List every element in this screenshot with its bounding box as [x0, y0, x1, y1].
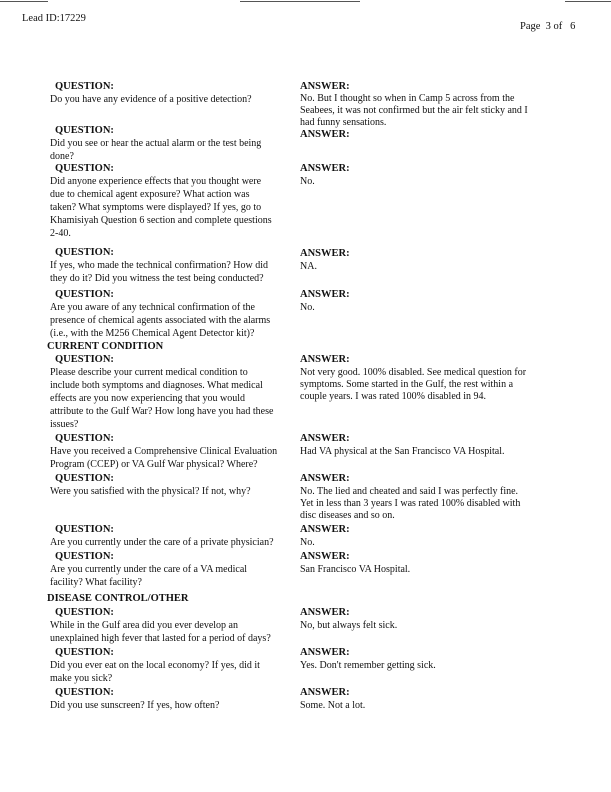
- question-text: Do you have any evidence of a positive detection?: [50, 93, 252, 105]
- answer-text: San Francisco VA Hospital.: [300, 563, 411, 575]
- question-text: While in the Gulf area did you ever develop an: [50, 619, 238, 631]
- question-label: QUESTION:: [55, 606, 114, 618]
- answer-text: No, but always felt sick.: [300, 619, 398, 631]
- answer-label: ANSWER:: [300, 162, 350, 174]
- question-label: QUESTION:: [55, 246, 114, 258]
- question-label: QUESTION:: [55, 288, 114, 300]
- question-text: Program (CCEP) or VA Gulf War physical? Where?: [50, 458, 258, 470]
- question-label: QUESTION:: [55, 80, 114, 92]
- question-label: QUESTION:: [55, 162, 114, 174]
- question-text: If yes, who made the technical confirmation? How did: [50, 259, 268, 271]
- answer-text: Yes. Don't remember getting sick.: [300, 659, 436, 671]
- answer-label: ANSWER:: [300, 472, 350, 484]
- answer-text: Some. Not a lot.: [300, 699, 366, 711]
- question-text: presence of chemical agents associated with the alarms: [50, 314, 271, 326]
- page-number: Page 3 of 6: [520, 21, 576, 32]
- question-label: QUESTION:: [55, 550, 114, 562]
- question-text: include both symptoms and diagnoses. What medical: [50, 379, 263, 391]
- question-text: facility? What facility?: [50, 576, 142, 588]
- question-label: QUESTION:: [55, 646, 114, 658]
- question-text: done?: [50, 150, 74, 162]
- scan-edge-line: [0, 1, 48, 2]
- question-label: QUESTION:: [55, 686, 114, 698]
- question-text: effects are you now experiencing that you would: [50, 392, 246, 404]
- section-heading: DISEASE CONTROL/OTHER: [47, 592, 189, 604]
- scan-edge-line: [240, 1, 360, 2]
- question-text: they do it? Did you witness the test being conducted?: [50, 272, 264, 284]
- question-text: 2-40.: [50, 227, 71, 239]
- answer-text: Yet in less than 3 years I was rated 100% disabled with: [300, 497, 521, 509]
- question-text: attribute to the Gulf War? How long have you had these: [50, 405, 274, 417]
- answer-label: ANSWER:: [300, 353, 350, 365]
- answer-text: No.: [300, 536, 315, 548]
- scan-edge-line: [565, 1, 611, 2]
- question-label: QUESTION:: [55, 432, 114, 444]
- section-heading: CURRENT CONDITION: [47, 340, 164, 352]
- answer-label: ANSWER:: [300, 550, 350, 562]
- answer-text: Not very good. 100% disabled. See medical question for: [300, 366, 527, 378]
- answer-text: No.: [300, 175, 315, 187]
- answer-text: Had VA physical at the San Francisco VA Hospital.: [300, 445, 505, 457]
- question-text: (i.e., with the M256 Chemical Agent Detector kit)?: [50, 327, 255, 339]
- question-text: Did you use sunscreen? If yes, how often?: [50, 699, 220, 711]
- answer-text: couple years. I was rated 100% disabled in 94.: [300, 390, 487, 402]
- question-label: QUESTION:: [55, 472, 114, 484]
- answer-label: ANSWER:: [300, 128, 350, 140]
- lead-id: Lead ID:17229: [22, 13, 86, 24]
- answer-label: ANSWER:: [300, 646, 350, 658]
- answer-text: had funny sensations.: [300, 116, 387, 128]
- question-text: Are you aware of any technical confirmation of the: [50, 301, 255, 313]
- answer-text: No. The lied and cheated and said I was perfectly fine.: [300, 485, 519, 497]
- question-label: QUESTION:: [55, 124, 114, 136]
- question-text: unexplained high fever that lasted for a period of days?: [50, 632, 271, 644]
- question-label: QUESTION:: [55, 523, 114, 535]
- question-text: Khamisiyah Question 6 section and complete questions: [50, 214, 272, 226]
- answer-text: NA.: [300, 260, 317, 272]
- question-label: QUESTION:: [55, 353, 114, 365]
- question-text: taken? What symptoms were displayed? If yes, go to: [50, 201, 262, 213]
- answer-label: ANSWER:: [300, 686, 350, 698]
- question-text: Please describe your current medical condition to: [50, 366, 248, 378]
- answer-label: ANSWER:: [300, 523, 350, 535]
- question-text: issues?: [50, 418, 79, 430]
- question-text: Are you currently under the care of a private physician?: [50, 536, 274, 548]
- answer-text: No.: [300, 301, 315, 313]
- question-text: Did you ever eat on the local economy? If yes, did it: [50, 659, 260, 671]
- question-text: Were you satisfied with the physical? If not, why?: [50, 485, 251, 497]
- answer-text: disc diseases and so on.: [300, 509, 395, 521]
- question-text: Did anyone experience effects that you thought were: [50, 175, 262, 187]
- question-text: Are you currently under the care of a VA medical: [50, 563, 248, 575]
- answer-text: Seabees, it was not confirmed but the air felt sticky and I: [300, 104, 528, 116]
- answer-label: ANSWER:: [300, 432, 350, 444]
- answer-label: ANSWER:: [300, 247, 350, 259]
- question-text: Have you received a Comprehensive Clinical Evaluation: [50, 445, 278, 457]
- question-text: due to chemical agent exposure? What action was: [50, 188, 250, 200]
- answer-text: No. But I thought so when in Camp 5 across from the: [300, 92, 515, 104]
- answer-label: ANSWER:: [300, 606, 350, 618]
- answer-text: symptoms. Some started in the Gulf, the rest within a: [300, 378, 514, 390]
- question-text: Did you see or hear the actual alarm or the test being: [50, 137, 262, 149]
- answer-label: ANSWER:: [300, 288, 350, 300]
- question-text: make you sick?: [50, 672, 113, 684]
- answer-label: ANSWER:: [300, 80, 350, 92]
